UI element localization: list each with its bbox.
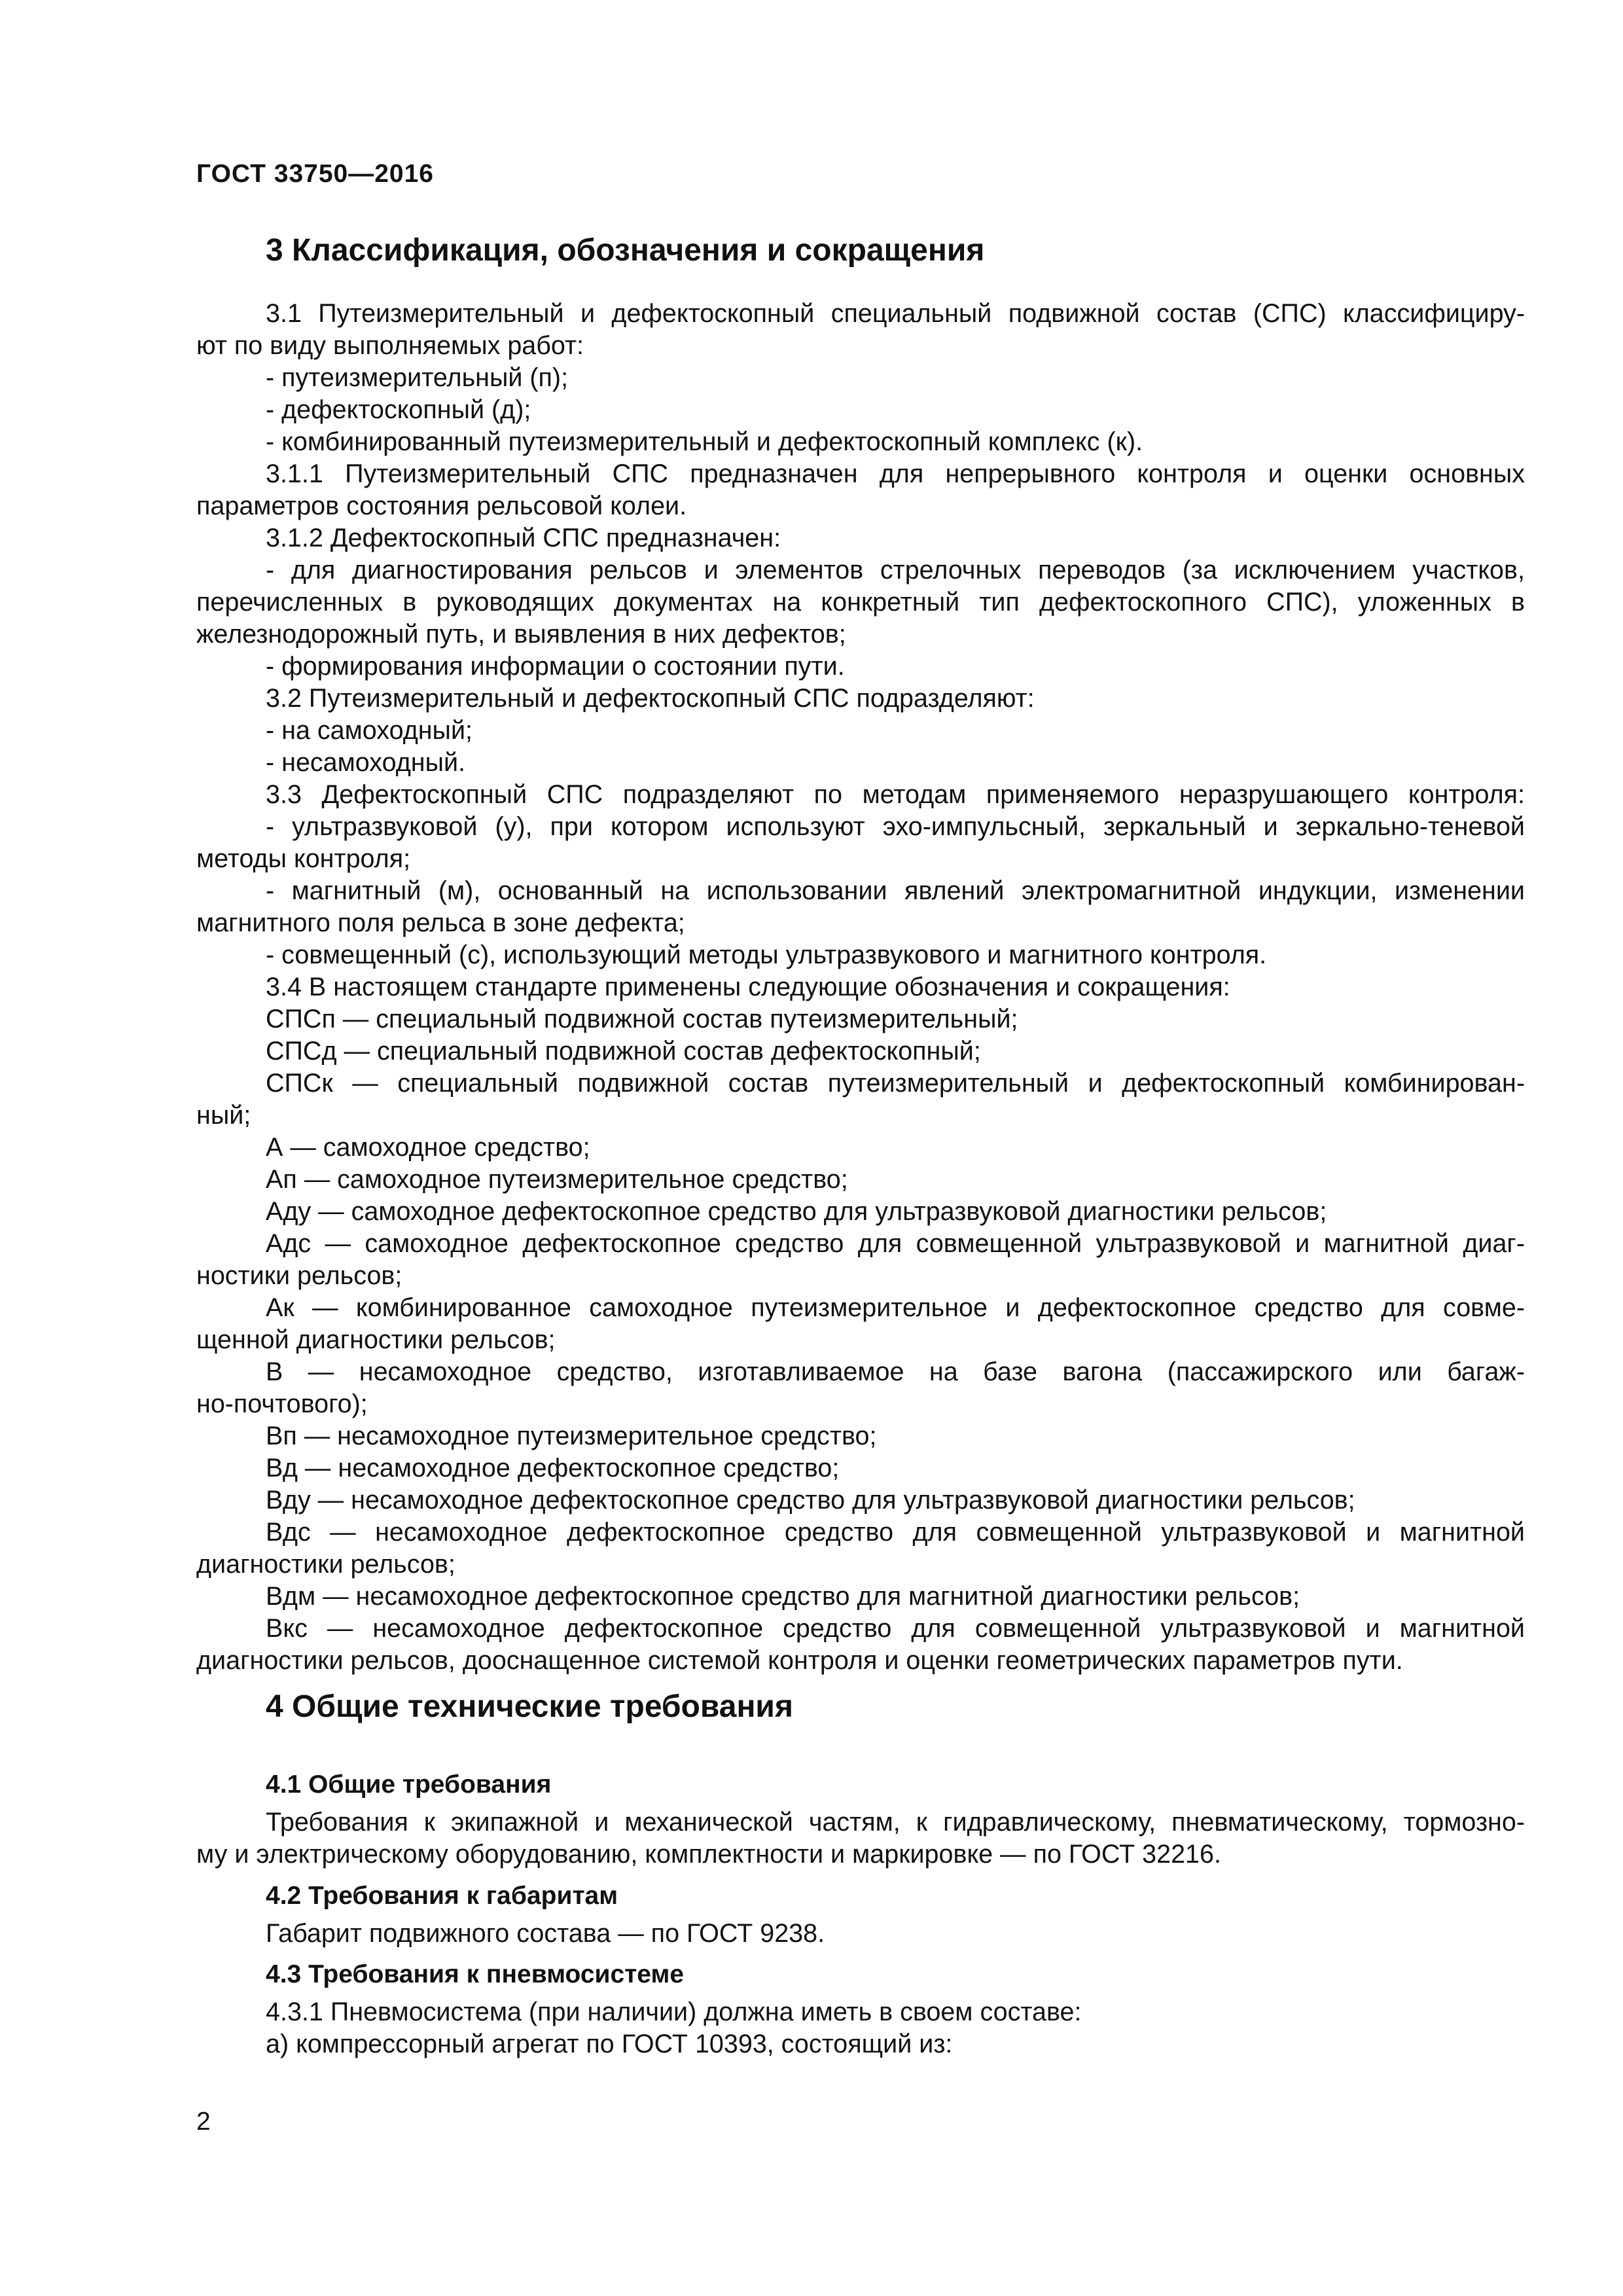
list-item: а) компрессорный агрегат по ГОСТ 10393, состоящий из: xyxy=(266,2030,953,2058)
section-3-body xyxy=(196,298,1525,1677)
text-line: щенной диагностики рельсов; xyxy=(196,1325,556,1354)
list-item: - дефектоскопный (д); xyxy=(266,395,531,424)
list-item: - на самоходный; xyxy=(266,716,473,745)
abbreviation-item: Вду — несамоходное дефектоскопное средство для ультразвуковой диагностики рельсов; xyxy=(266,1486,1355,1515)
abbreviation-item: Ак — комбинированное самоходное путеизмерительное и дефектоскопное средство для совме- xyxy=(266,1293,1525,1322)
text-line: 3.1.1 Путеизмерительный СПС предназначен для непрерывного контроля и оценки основных xyxy=(266,459,1525,488)
abbreviation-item: В — несамоходное средство, изготавливаемое на базе вагона (пассажирского или багаж- xyxy=(266,1357,1525,1386)
text-line: ный; xyxy=(196,1101,251,1130)
subsection-4-2-heading: 4.2 Требования к габаритам xyxy=(266,1882,618,1910)
standard-designation: ГОСТ 33750—2016 xyxy=(196,160,434,188)
text-line: 3.4 В настоящем стандарте применены следующие обозначения и сокращения: xyxy=(266,973,1230,1001)
subsection-4-1-heading: 4.1 Общие требования xyxy=(266,1770,552,1799)
text-line: ностики рельсов; xyxy=(196,1261,402,1290)
list-item: - магнитный (м), основанный на использовании явлений электромагнитной индукции, изменении xyxy=(266,876,1525,905)
list-item: - комбинированный путеизмерительный и дефектоскопный комплекс (к). xyxy=(266,427,1143,456)
page-number: 2 xyxy=(196,2108,211,2136)
text-line: параметров состояния рельсовой колеи. xyxy=(196,492,687,520)
text-line: 3.1.2 Дефектоскопный СПС предназначен: xyxy=(266,524,781,552)
text-line: магнитного поля рельса в зоне дефекта; xyxy=(196,908,685,937)
text-line: Требования к экипажной и механической частям, к гидравлическому, пневматическому, тормозно- xyxy=(266,1808,1525,1837)
text-line: 3.2 Путеизмерительный и дефектоскопный СПС подразделяют: xyxy=(266,684,1035,713)
subsection-4-1-body xyxy=(196,1806,1525,1871)
subsection-4-3-heading: 4.3 Требования к пневмосистеме xyxy=(266,1960,685,1988)
abbreviation-item: А — самоходное средство; xyxy=(266,1133,590,1162)
text-line: но-почтового); xyxy=(196,1390,368,1418)
abbreviation-item: Вкс — несамоходное дефектоскопное средство для совмещенной ультразвуковой и магнитной xyxy=(266,1614,1525,1643)
abbreviation-item: Адс — самоходное дефектоскопное средство для совмещенной ультразвуковой и магнитной диаг- xyxy=(266,1229,1525,1258)
abbreviation-item: Вдс — несамоходное дефектоскопное средство для совмещенной ультразвуковой и магнитной xyxy=(266,1518,1525,1547)
abbreviation-item: Вп — несамоходное путеизмерительное средство; xyxy=(266,1422,877,1450)
abbreviation-item: Вд — несамоходное дефектоскопное средство; xyxy=(266,1454,840,1482)
abbreviation-item: СПСп — специальный подвижной состав путеизмерительный; xyxy=(266,1005,1018,1033)
text-line: ют по виду выполняемых работ: xyxy=(196,331,584,360)
abbreviation-item: Аду — самоходное дефектоскопное средство для ультразвуковой диагностики рельсов; xyxy=(266,1197,1327,1226)
abbreviation-item: СПСд — специальный подвижной состав дефектоскопный; xyxy=(266,1037,981,1066)
list-item: - путеизмерительный (п); xyxy=(266,363,569,392)
abbreviation-item: СПСк — специальный подвижной состав путеизмерительный и дефектоскопный комбинирован- xyxy=(266,1069,1525,1098)
list-item: - несамоходный. xyxy=(266,748,466,777)
list-item: - совмещенный (с), использующий методы ультразвукового и магнитного контроля. xyxy=(266,941,1267,969)
section-4-heading: 4 Общие технические требования xyxy=(266,1689,793,1724)
abbreviation-item: Ап — самоходное путеизмерительное средство; xyxy=(266,1165,848,1194)
list-item: - для диагностирования рельсов и элементов стрелочных переводов (за исключением участков, xyxy=(266,556,1525,584)
list-item: - ультразвуковой (у), при котором используют эхо-импульсный, зеркальный и зеркально-теневой xyxy=(266,812,1525,841)
text-line: железнодорожный путь, и выявления в них дефектов; xyxy=(196,620,846,649)
subsection-4-2-body xyxy=(196,1918,1525,1950)
text-line: диагностики рельсов, дооснащенное системой контроля и оценки геометрических параметров пути. xyxy=(196,1646,1403,1675)
section-3-heading: 3 Классификация, обозначения и сокращения xyxy=(266,233,985,268)
text-line: диагностики рельсов; xyxy=(196,1550,455,1579)
text-line: перечисленных в руководящих документах на конкретный тип дефектоскопного СПС), уложенных в xyxy=(196,588,1525,617)
list-item: - формирования информации о состоянии пути. xyxy=(266,652,845,681)
text-line: 3.1 Путеизмерительный и дефектоскопный специальный подвижной состав (СПС) классифициру- xyxy=(266,299,1525,328)
text-line: методы контроля; xyxy=(196,844,411,873)
text-line: 4.3.1 Пневмосистема (при наличии) должна иметь в своем составе: xyxy=(266,1998,1082,2026)
text-line: му и электрическому оборудованию, комплектности и маркировке — по ГОСТ 32216. xyxy=(196,1840,1221,1869)
text-line: Габарит подвижного состава — по ГОСТ 9238. xyxy=(266,1919,825,1948)
text-line: 3.3 Дефектоскопный СПС подразделяют по методам применяемого неразрушающего контроля: xyxy=(266,780,1525,809)
subsection-4-3-body xyxy=(196,1996,1525,2060)
abbreviation-item: Вдм — несамоходное дефектоскопное средство для магнитной диагностики рельсов; xyxy=(266,1582,1300,1611)
